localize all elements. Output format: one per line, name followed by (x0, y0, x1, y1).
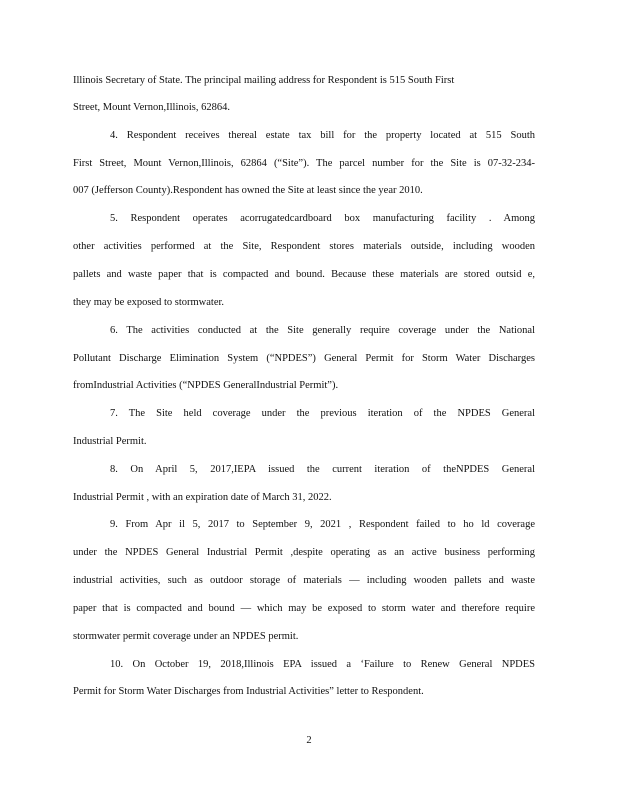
text-line: Industrial Permit , with an expiration date of March 31, 2022. (73, 492, 332, 503)
text-line: other activities performed at the Site, Respondent stores materials outside, including wooden (73, 241, 535, 252)
text-line: under the NPDES General Industrial Permit ,despite operating as an active business performing (73, 547, 535, 558)
text-line: Permit for Storm Water Discharges from Industrial Activities” letter to Respondent. (73, 686, 424, 697)
text-line: 4. Respondent receives thereal estate tax bill for the property located at 515 South (110, 130, 535, 141)
text-line: pallets and waste paper that is compacted and bound. Because these materials are stored outsid e, (73, 269, 535, 280)
text-line: 007 (Jefferson County).Respondent has owned the Site at least since the year 2010. (73, 185, 423, 196)
text-line: stormwater permit coverage under an NPDES permit. (73, 631, 299, 642)
text-line: Industrial Permit. (73, 436, 147, 447)
text-line: 5. Respondent operates acorrugatedcardboard box manufacturing facility . Among (110, 213, 535, 224)
text-line: Illinois Secretary of State. The principal mailing address for Respondent is 515 South First (73, 75, 455, 86)
text-line: 7. The Site held coverage under the previous iteration of the NPDES General (110, 408, 535, 419)
text-line: 6. The activities conducted at the Site generally require coverage under the National (110, 325, 535, 336)
text-line: Street, Mount Vernon,Illinois, 62864. (73, 102, 231, 113)
text-line: they may be exposed to stormwater. (73, 297, 225, 308)
text-line: 10. On October 19, 2018,Illinois EPA issued a ‘Failure to Renew General NPDES (110, 659, 535, 670)
text-line: Pollutant Discharge Elimination System (“NPDES”) General Permit for Storm Water Discharges (73, 353, 535, 364)
text-line: industrial activities, such as outdoor storage of materials — including wooden pallets and waste (73, 575, 535, 586)
text-line: First Street, Mount Vernon,Illinois, 62864 (“Site”). The parcel number for the Site is 07-32-234- (73, 158, 535, 169)
text-line: fromIndustrial Activities (“NPDES GeneralIndustrial Permit”). (73, 380, 339, 391)
page-number: 2 (306, 735, 312, 746)
text-line: 9. From Apr il 5, 2017 to September 9, 2021 , Respondent failed to ho ld coverage (110, 519, 535, 530)
text-line: 8. On April 5, 2017,IEPA issued the current iteration of theNPDES General (110, 464, 535, 475)
text-line: paper that is compacted and bound — which may be exposed to storm water and therefore require (73, 603, 535, 614)
